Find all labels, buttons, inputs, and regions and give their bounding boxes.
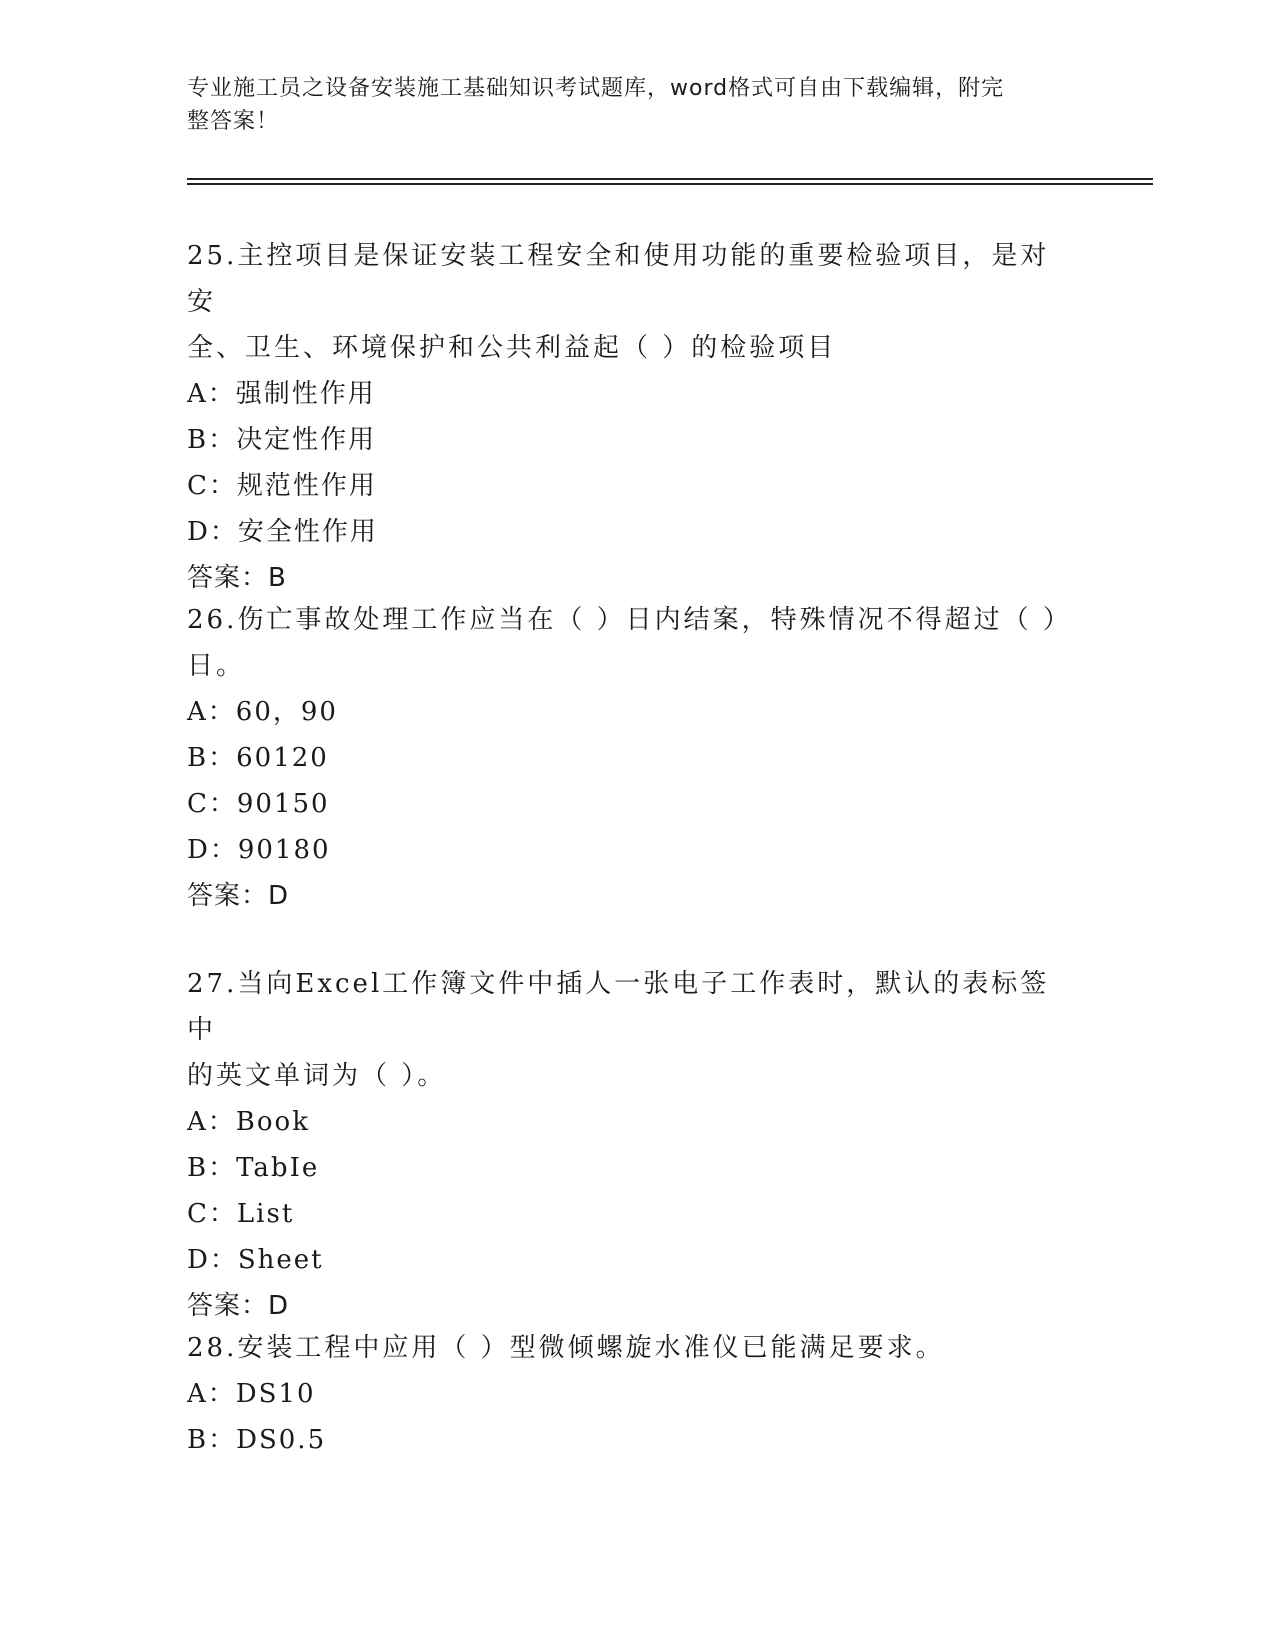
header-line-1: 专业施工员之设备安装施工基础知识考试题库，word格式可自由下载编辑，附完 bbox=[187, 76, 1005, 101]
header-divider-top bbox=[187, 178, 1153, 180]
answer-label: 答案：D bbox=[187, 1291, 290, 1321]
question-26 bbox=[187, 597, 1072, 919]
option-c: C：List bbox=[187, 1199, 295, 1229]
option-b: B：60120 bbox=[187, 743, 329, 773]
option-a: A：强制性作用 bbox=[187, 379, 376, 409]
question-stem-line-1: 28.安装工程中应用（ ）型微倾螺旋水准仪已能满足要求。 bbox=[187, 1333, 945, 1363]
question-stem-line-2: 的英文单词为（ ）。 bbox=[187, 1061, 447, 1091]
option-a: A：Book bbox=[187, 1107, 310, 1137]
option-c: C：规范性作用 bbox=[187, 471, 377, 501]
option-c: C：90150 bbox=[187, 789, 330, 819]
question-stem-line-1: 25.主控项目是保证安装工程安全和使用功能的重要检验项目，是对安 bbox=[187, 241, 1050, 317]
header-divider-bottom bbox=[187, 183, 1153, 185]
option-d: D：90180 bbox=[187, 835, 331, 865]
option-b: B：DS0.5 bbox=[187, 1425, 327, 1455]
option-d: D：Sheet bbox=[187, 1245, 324, 1275]
question-25 bbox=[187, 233, 1067, 601]
option-b: B：决定性作用 bbox=[187, 425, 377, 455]
option-b: B：TabIe bbox=[187, 1153, 320, 1183]
question-27 bbox=[187, 961, 1067, 1329]
question-stem-line-1: 26.伤亡事故处理工作应当在（ ）日内结案，特殊情况不得超过（ ） bbox=[187, 605, 1072, 635]
header-line-2: 整答案！ bbox=[187, 109, 280, 134]
question-stem-line-2: 全、卫生、环境保护和公共利益起（ ）的检验项目 bbox=[187, 333, 837, 363]
answer-label: 答案：D bbox=[187, 881, 290, 911]
document-header bbox=[187, 72, 1067, 138]
answer-label: 答案：B bbox=[187, 563, 287, 593]
question-stem-line-1: 27.当向Excel工作簿文件中插人一张电子工作表时，默认的表标签中 bbox=[187, 969, 1050, 1045]
option-a: A：60，90 bbox=[187, 697, 338, 727]
option-d: D：安全性作用 bbox=[187, 517, 378, 547]
option-a: A：DS10 bbox=[187, 1379, 316, 1409]
question-28 bbox=[187, 1325, 1067, 1463]
question-stem-line-2: 日。 bbox=[187, 651, 246, 681]
